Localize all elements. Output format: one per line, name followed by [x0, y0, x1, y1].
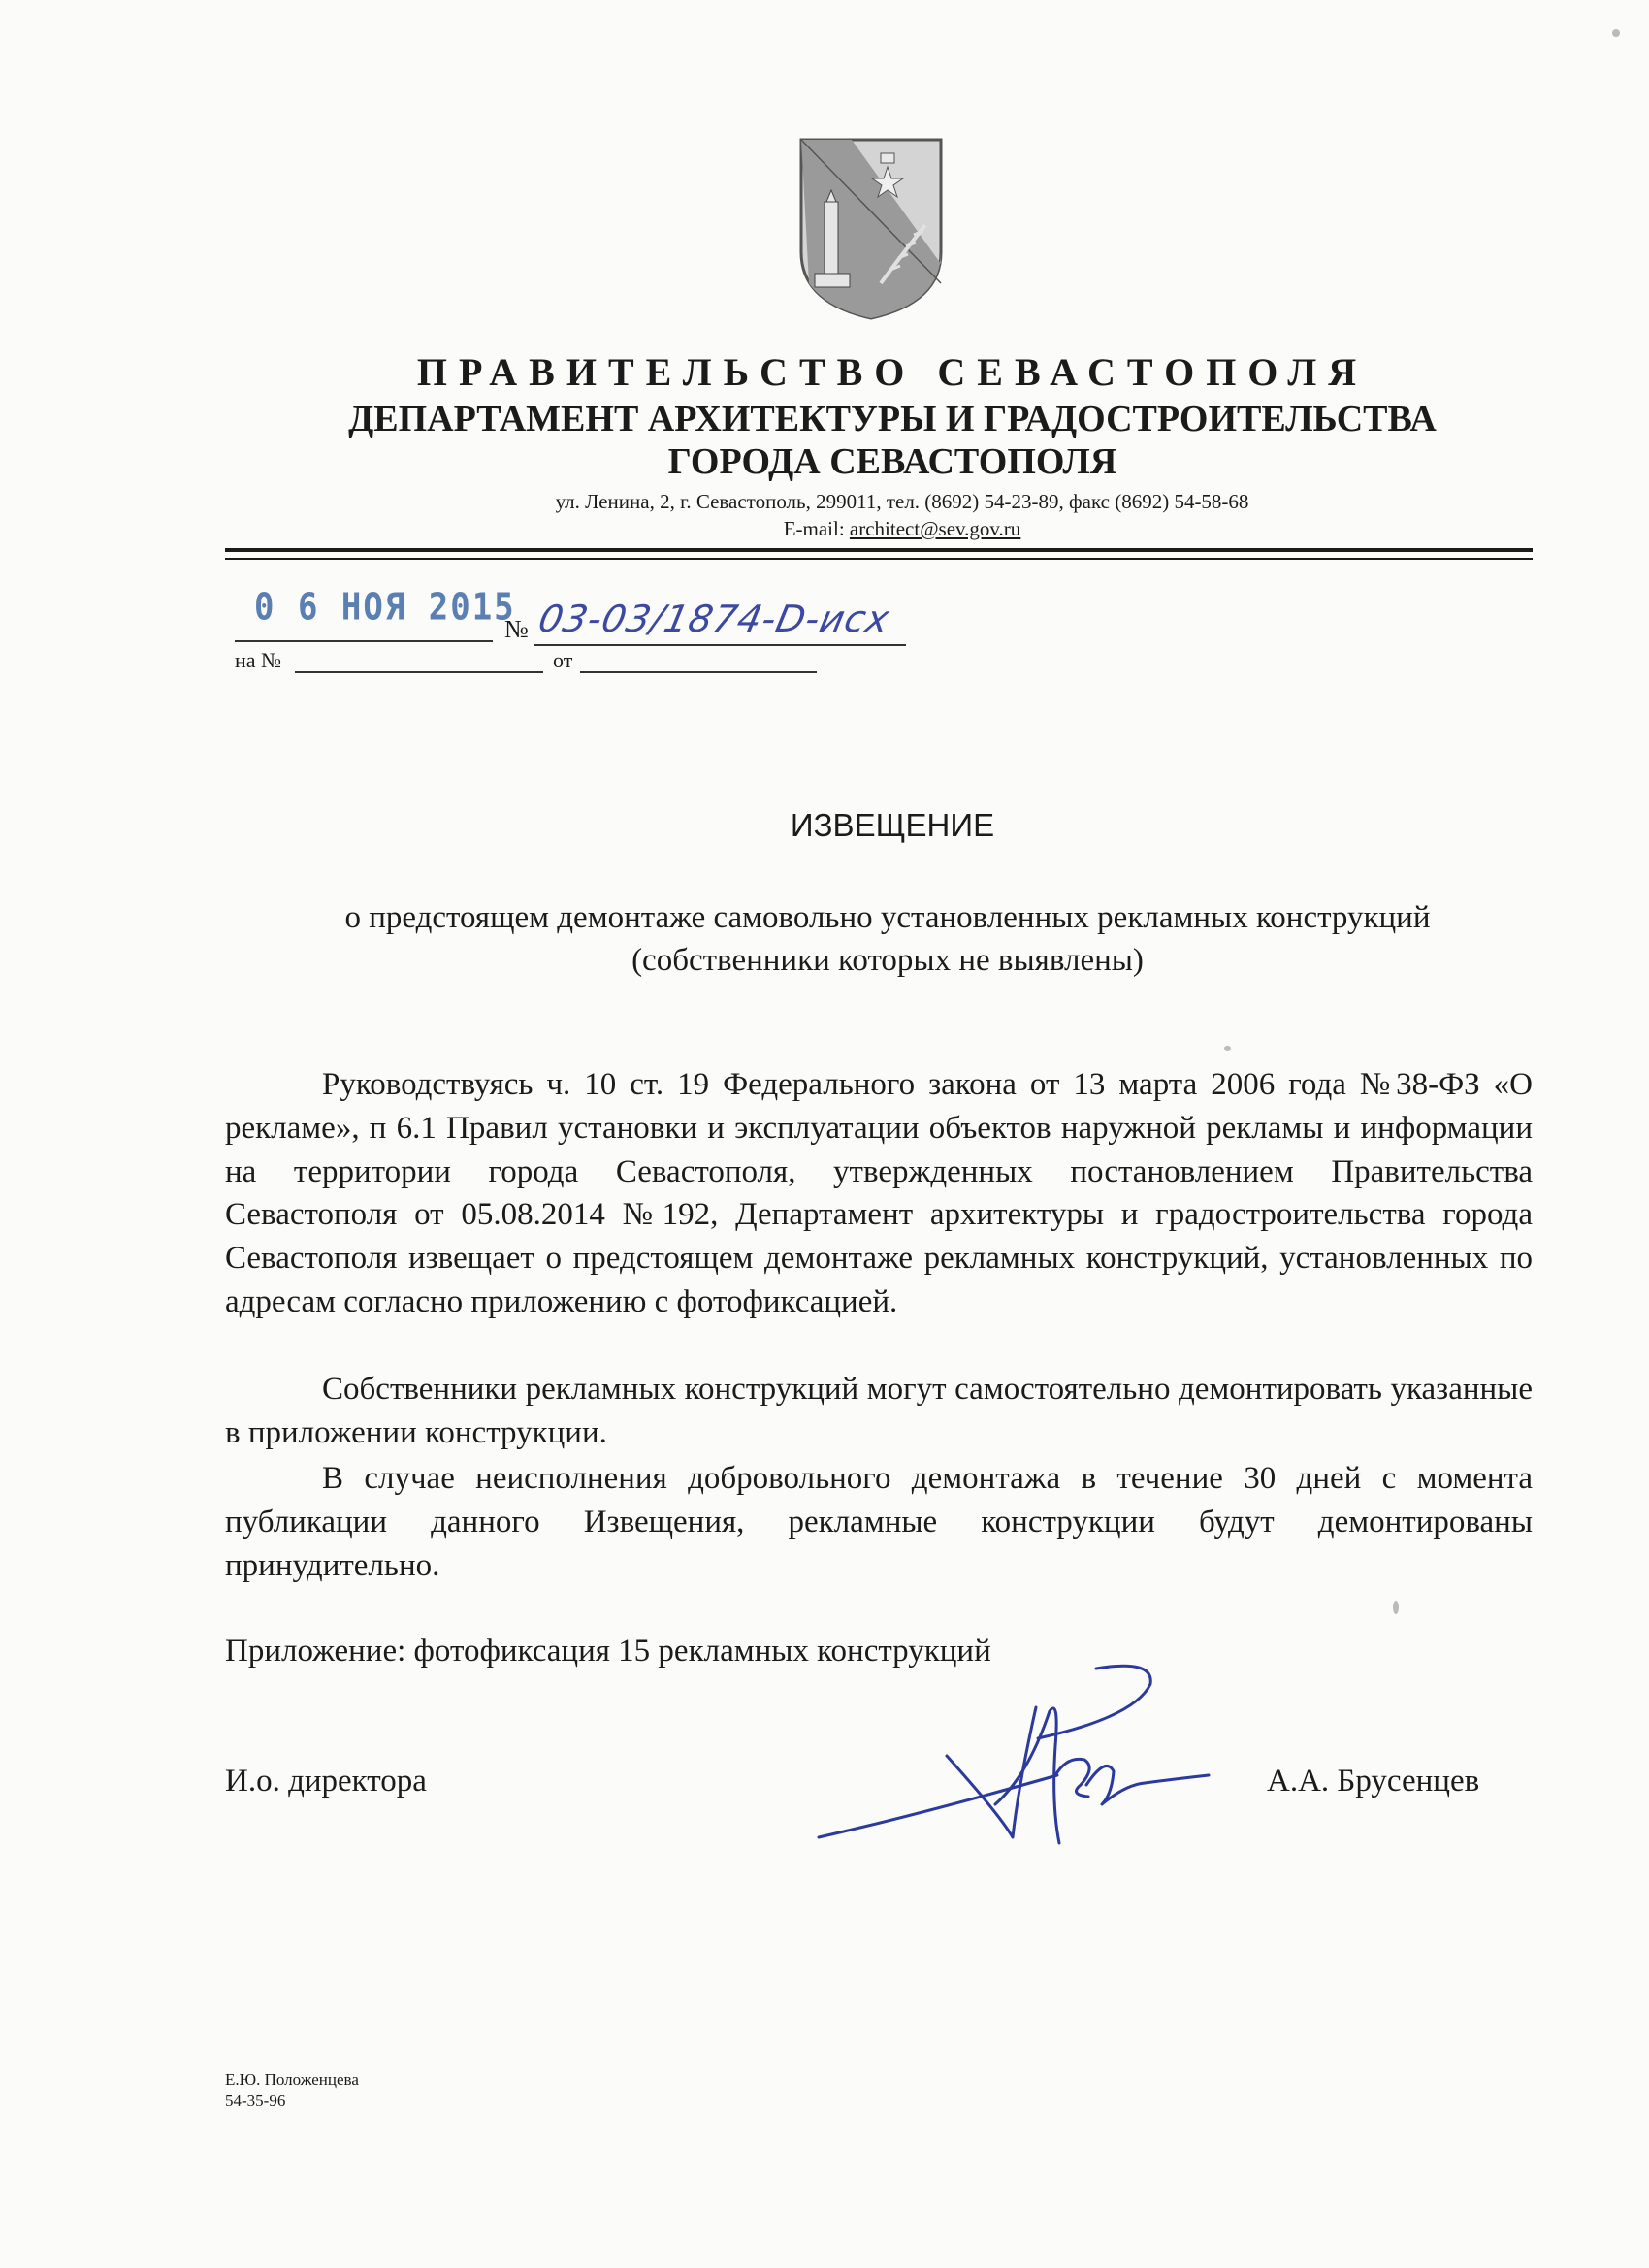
- date-stamp: 0 6 НОЯ 2015: [254, 585, 516, 630]
- email-label: E-mail:: [783, 517, 850, 540]
- city-heading: ГОРОДА СЕВАСТОПОЛЯ: [667, 441, 1117, 482]
- notice-subtitle-line2: (собственники которых не выявлены): [631, 943, 1144, 978]
- scan-speck: [1612, 29, 1620, 37]
- paragraph-text: В случае неисполнения добровольного демонтажа в течение 30 дней с момента публикации данного Извещения, рекламные конструкции будут демонтированы принудительно.: [225, 1461, 1533, 1583]
- body-paragraph-1: [225, 1063, 1533, 1324]
- email-link[interactable]: architect@sev.gov.ru: [849, 517, 1021, 540]
- signer-position: И.о. директора: [225, 1764, 427, 1798]
- email-line: [0, 517, 1649, 541]
- paragraph-text: Руководствуясь ч. 10 ст. 19 Федерального закона от 13 марта 2006 года №38-ФЗ «О рекламе», п 6.1 Правил установки и эксплуатации объектов наружной рекламы и информации на территории города Севастополя, утвержденных постановлением Правительства Севастополя от 05.08.2014 №192, Департамент архитектуры и градостроительства города Севастополя извещает о предстоящем демонтаже рекламных конструкций, установленных по адресам согласно приложению с фотофиксацией.: [225, 1067, 1533, 1319]
- executor-name: Е.Ю. Положенцева: [225, 2070, 359, 2089]
- date-underline: [235, 640, 493, 642]
- scan-speck: [1393, 1601, 1399, 1614]
- department-heading: ДЕПАРТАМЕНТ АРХИТЕКТУРЫ И ГРАДОСТРОИТЕЛЬСТВА: [348, 399, 1437, 439]
- handwritten-signature: [805, 1639, 1212, 1892]
- signer-name: А.А. Брусенцев: [1267, 1764, 1480, 1798]
- body-paragraph-3: [225, 1457, 1533, 1587]
- number-underline: [534, 644, 906, 646]
- from-underline: [580, 671, 817, 673]
- government-heading: ПРАВИТЕЛЬСТВО СЕВАСТОПОЛЯ: [416, 350, 1369, 394]
- number-label: №: [504, 615, 529, 643]
- header-rule-thin: [225, 558, 1533, 560]
- coat-of-arms-icon: [797, 138, 945, 320]
- outgoing-number: 03-03/1874-D-исх: [534, 598, 894, 640]
- address-line: ул. Ленина, 2, г. Севастополь, 299011, тел. (8692) 54-23-89, факс (8692) 54-58-68: [555, 490, 1249, 513]
- scan-speck: [1224, 1046, 1231, 1051]
- reply-to-underline: [295, 671, 543, 673]
- annex-line: Приложение: фотофиксация 15 рекламных конструкций: [225, 1634, 991, 1669]
- from-label: от: [553, 648, 573, 672]
- header-rule-thick: [225, 548, 1533, 552]
- executor-phone: 54-35-96: [225, 2091, 286, 2110]
- body-paragraph-2: [225, 1368, 1533, 1455]
- notice-subtitle-line1: о предстоящем демонтаже самовольно установленных рекламных конструкций: [344, 900, 1431, 935]
- reply-to-label: на №: [235, 648, 282, 672]
- paragraph-text: Собственники рекламных конструкций могут самостоятельно демонтировать указанные в приложении конструкции.: [225, 1372, 1533, 1450]
- notice-title: ИЗВЕЩЕНИЕ: [790, 807, 995, 843]
